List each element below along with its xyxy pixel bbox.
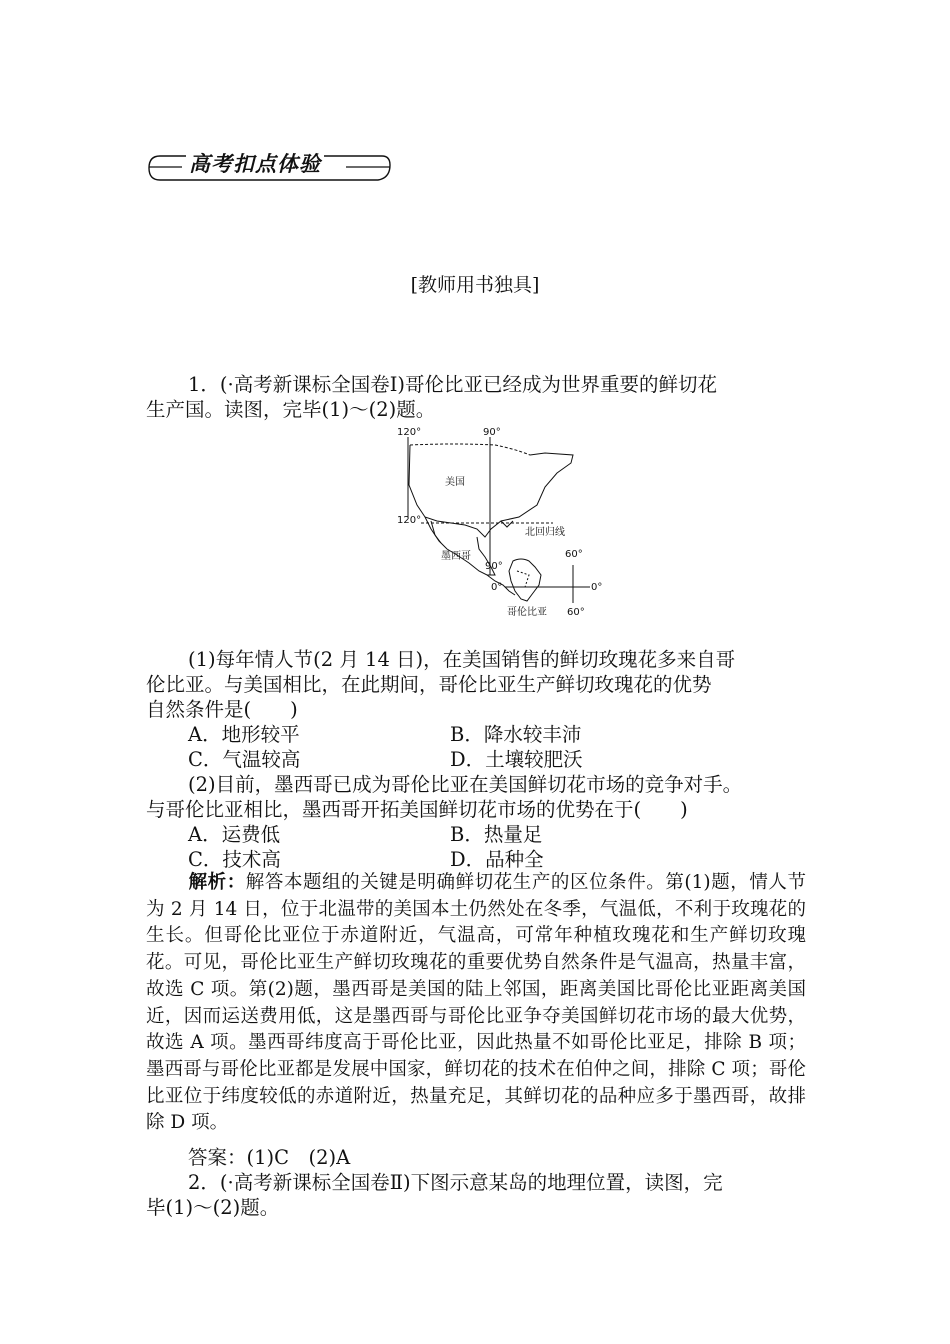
- q1-sub2-option-c: C．技术高: [188, 848, 281, 871]
- q1-sub1-option-a: A．地形较平: [188, 723, 300, 746]
- map-label-colombia: 哥伦比亚: [507, 607, 547, 618]
- q1-sub1-option-c: C．气温较高: [188, 748, 301, 771]
- q1-sub1-line3: 自然条件是( ): [146, 698, 298, 721]
- q1-intro-line1: 1．(·高考新课标全国卷Ⅰ)哥伦比亚已经成为世界重要的鲜切花: [188, 373, 718, 396]
- q1-sub1-line2: 伦比亚。与美国相比，在此期间，哥伦比亚生产鲜切玫瑰花的优势: [146, 673, 712, 696]
- map-label-eq-left: 0°: [491, 582, 503, 593]
- q1-sub2-line1: (2)目前，墨西哥已成为哥伦比亚在美国鲜切花市场的竞争对手。: [188, 773, 743, 796]
- q1-answer: 答案：(1)C (2)A: [188, 1146, 351, 1169]
- map-label-lon-60-bottom: 60°: [567, 607, 585, 618]
- teacher-note: [教师用书独具]: [410, 274, 540, 296]
- q1-sub1-option-d: D．土壤较肥沃: [450, 748, 583, 771]
- map-label-lon-90-bottom: 90°: [485, 561, 503, 572]
- explanation-label: 解析：: [188, 872, 246, 893]
- map-label-lon-120-top: 120°: [397, 427, 422, 438]
- q1-sub2-line2: 与哥伦比亚相比，墨西哥开拓美国鲜切花市场的优势在于( ): [146, 798, 688, 821]
- map-label-tropic: 北回归线: [525, 527, 565, 538]
- map-label-lon-90-top: 90°: [483, 427, 501, 438]
- q1-sub2-option-d: D．品种全: [450, 848, 544, 871]
- map-label-eq-right: 0°: [591, 582, 603, 593]
- q1-sub1-line1: (1)每年情人节(2 月 14 日)，在美国销售的鲜切玫瑰花多来自哥: [188, 648, 736, 671]
- q2-line2: 毕(1)～(2)题。: [146, 1196, 280, 1219]
- q1-sub2-option-a: A．运费低: [188, 823, 281, 846]
- map-label-lon-60-top: 60°: [565, 549, 583, 560]
- q1-sub2-option-b: B．热量足: [450, 823, 543, 846]
- map-label-usa: 美国: [445, 477, 465, 488]
- q1-intro-line2: 生产国。读图，完毕(1)～(2)题。: [146, 398, 436, 421]
- map-label-mexico: 墨西哥: [441, 551, 471, 562]
- q1-sub1-option-b: B．降水较丰沛: [450, 723, 582, 746]
- map-figure: [395, 425, 610, 620]
- explanation-text: 解答本题组的关键是明确鲜切花生产的区位条件。第(1)题，情人节为 2 月 14 日，位于北温带的美国本土仍然处在冬季，气温低，不利于玫瑰花的生长。但哥伦比亚位于赤道附近，气温高，可常年种植玫瑰花和生产鲜切玫瑰花。可见，哥伦比亚生产鲜切玫瑰花的重要优势自然条件是气温高，热量丰富，故选 C 项。第(2)题，墨西哥是美国的陆上邻国，距离美国比哥伦比亚距离美国近，因而运送费用低，这是墨西哥与哥伦比亚争夺美国鲜切花市场的最大优势，故选 A 项。墨西哥纬度高于哥伦比亚，因此热量不如哥伦比亚足，排除 B 项；墨西哥与哥伦比亚都是发展中国家，鲜切花的技术在伯仲之间，排除 C 项；哥伦比亚位于纬度较低的赤道附近，热量充足，其鲜切花的品种应多于墨西哥，故排除 D 项。: [146, 872, 806, 1134]
- section-title: 高考扣点体验: [186, 148, 324, 178]
- q1-explanation: [146, 870, 806, 1137]
- map-label-lon-120-left: 120°: [397, 515, 422, 526]
- q2-line1: 2．(·高考新课标全国卷Ⅱ)下图示意某岛的地理位置，读图，完: [188, 1171, 723, 1194]
